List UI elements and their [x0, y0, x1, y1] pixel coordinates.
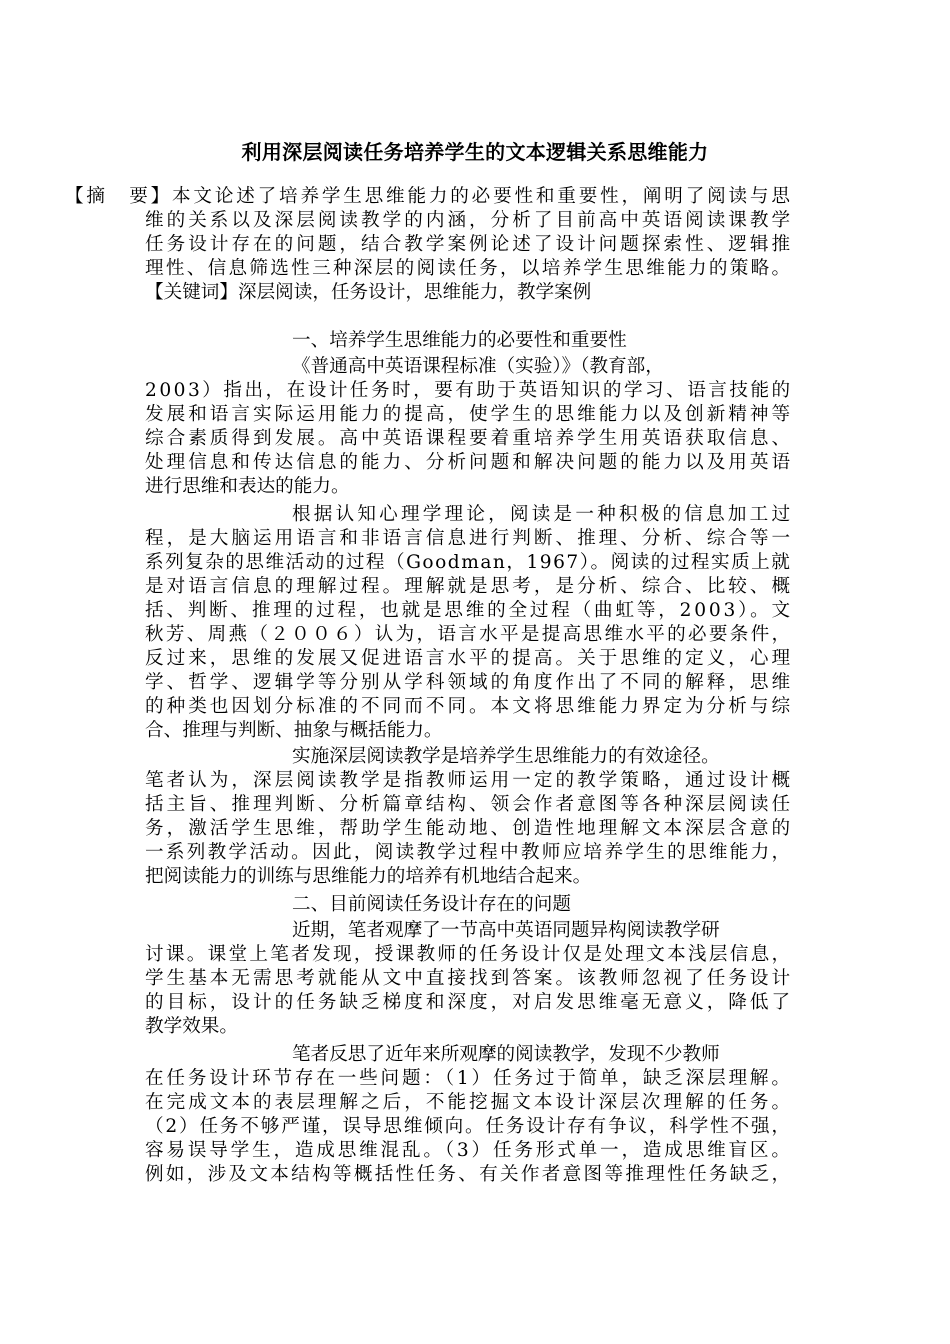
section-heading: 一、培养学生思维能力的必要性和重要性	[292, 330, 627, 351]
body-line: 在完成文本的表层理解之后，不能挖掘文本设计深层次理解的任务。	[145, 1092, 794, 1113]
body-line: 在任务设计环节存在一些问题：（1）任务过于简单，缺乏深层理解。	[145, 1068, 793, 1089]
body-line: 括、判断、推理的过程，也就是思维的全过程（曲虹等，2003）。文	[145, 600, 793, 621]
body-line: 例如，涉及文本结构等概括性任务、有关作者意图等推理性任务缺乏，	[145, 1164, 793, 1185]
body-line: 《普通高中英语课程标准（实验）》（教育部，	[292, 356, 664, 377]
body-line: 程，是大脑运用语言和非语言信息进行判断、推理、分析、综合等一	[145, 528, 794, 549]
body-line: 务，激活学生思维，帮助学生能动地、创造性地理解文本深层含意的	[145, 818, 794, 839]
body-line: 括主旨、推理判断、分析篇章结构、领会作者意图等各种深层阅读任	[145, 794, 794, 815]
body-line: 近期，笔者观摩了一节高中英语同题异构阅读教学研	[292, 920, 720, 941]
body-line: 学生基本无需思考就能从文中直接找到答案。该教师忽视了任务设计	[145, 968, 794, 989]
body-line: 合、推理与判断、抽象与概括能力。	[145, 720, 443, 741]
section-heading: 二、目前阅读任务设计存在的问题	[292, 894, 571, 915]
body-line: 讨课。课堂上笔者发现，授课教师的任务设计仅是处理文本浅层信息，	[145, 944, 793, 965]
body-line: 反过来，思维的发展又促进语言水平的提高。关于思维的定义，心理	[145, 648, 794, 669]
body-line: 实施深层阅读教学是培养学生思维能力的有效途径。	[292, 746, 720, 767]
body-line: 综合素质得到发展。高中英语课程要着重培养学生用英语获取信息、	[145, 428, 794, 449]
body-line: 系列复杂的思维活动的过程（Goodman，1967）。阅读的过程实质上就	[145, 552, 792, 573]
body-line: 进行思维和表达的能力。	[145, 476, 350, 497]
body-line: 2003）指出，在设计任务时，要有助于英语知识的学习、语言技能的	[145, 380, 793, 401]
body-line: 的种类也因划分标准的不同而不同。本文将思维能力界定为分析与综	[145, 696, 794, 717]
body-line: 秋芳、周燕（２００６）认为，语言水平是提高思维水平的必要条件，	[145, 624, 793, 645]
body-line: 笔者反思了近年来所观摩的阅读教学，发现不少教师	[292, 1044, 720, 1065]
body-line: 是对语言信息的理解过程。理解就是思考，是分析、综合、比较、概	[145, 576, 794, 597]
body-line: 一系列教学活动。因此，阅读教学过程中教师应培养学生的思维能力，	[145, 842, 793, 863]
body-line: 处理信息和传达信息的能力、分析问题和解决问题的能力以及用英语	[145, 452, 794, 473]
body-line: 根据认知心理学理论，阅读是一种积极的信息加工过	[292, 504, 794, 525]
abstract-line: 【摘 要】本文论述了培养学生思维能力的必要性和重要性，阐明了阅读与思	[65, 186, 793, 207]
body-line: 学、哲学、逻辑学等分别从学科领域的角度作出了不同的解释，思维	[145, 672, 794, 693]
keywords-line: 【关键词】深层阅读，任务设计，思维能力，教学案例	[145, 282, 592, 303]
body-line: 理性、信息筛选性三种深层的阅读任务，以培养学生思维能力的策略。	[145, 258, 793, 279]
body-line: 维的关系以及深层阅读教学的内涵，分析了目前高中英语阅读课教学	[145, 210, 794, 231]
body-line: （2）任务不够严谨，误导思维倾向。任务设计存有争议，科学性不强，	[145, 1116, 792, 1137]
body-line: 容易误导学生，造成思维混乱。（3）任务形式单一，造成思维盲区。	[145, 1140, 793, 1161]
document-title: 利用深层阅读任务培养学生的文本逻辑关系思维能力	[241, 140, 709, 164]
body-line: 笔者认为，深层阅读教学是指教师运用一定的教学策略，通过设计概	[145, 770, 794, 791]
body-line: 发展和语言实际运用能力的提高，使学生的思维能力以及创新精神等	[145, 404, 794, 425]
body-line: 教学效果。	[145, 1016, 238, 1037]
body-line: 的目标，设计的任务缺乏梯度和深度，对启发思维毫无意义，降低了	[145, 992, 794, 1013]
body-line: 把阅读能力的训练与思维能力的培养有机地结合起来。	[145, 866, 592, 887]
body-line: 任务设计存在的问题，结合教学案例论述了设计问题探索性、逻辑推	[145, 234, 794, 255]
